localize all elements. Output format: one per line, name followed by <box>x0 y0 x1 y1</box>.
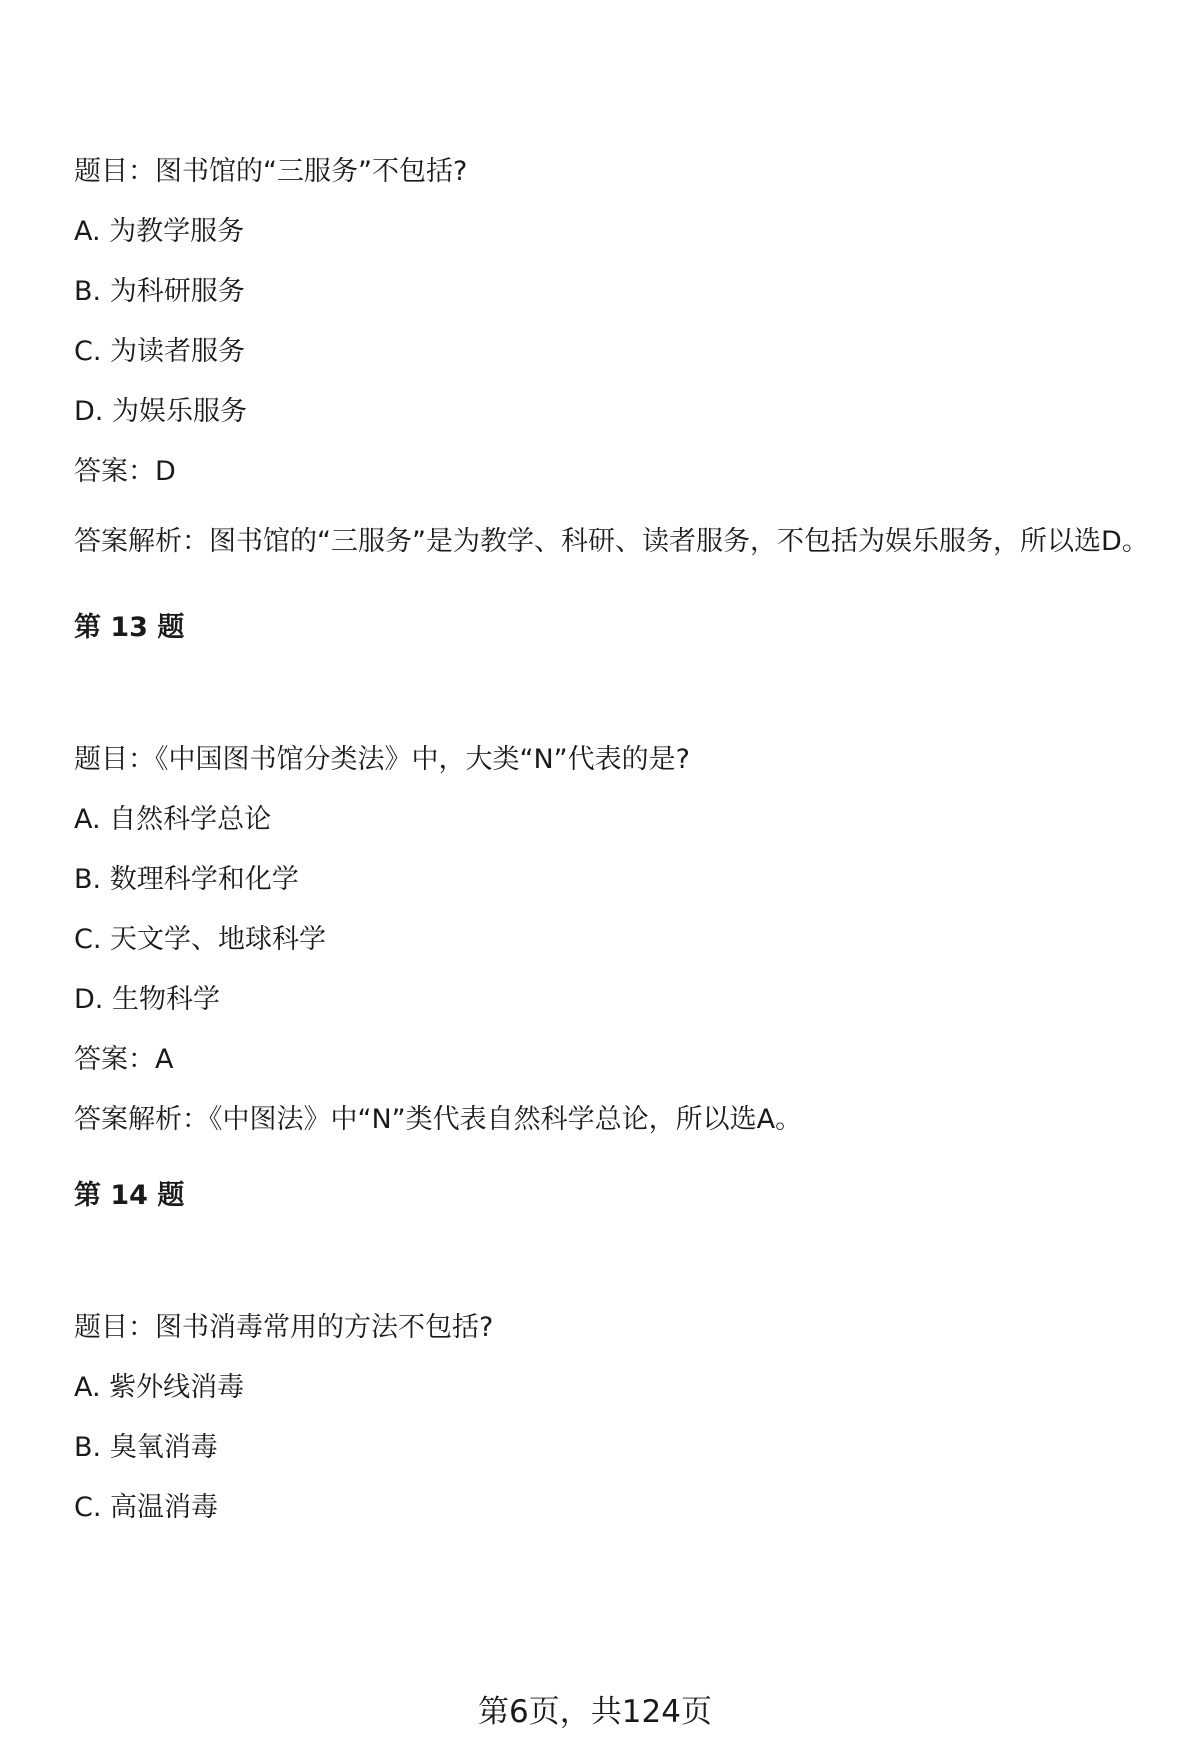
option-c: C. 天文学、地球科学 <box>74 924 327 955</box>
question-number-13: 第 13 题 <box>74 612 185 643</box>
question-stem: 题目：《中国图书馆分类法》中，大类“N”代表的是? <box>74 744 691 775</box>
question-12 <box>74 152 1154 572</box>
option-c: C. 高温消毒 <box>74 1492 219 1523</box>
question-stem: 题目：图书消毒常用的方法不包括? <box>74 1312 494 1343</box>
page-content <box>74 152 1154 1548</box>
spacer <box>74 572 1154 608</box>
answer-analysis: 答案解析：图书馆的“三服务”是为教学、科研、读者服务，不包括为娱乐服务，所以选D。 <box>74 526 1149 557</box>
question-14 <box>74 1308 1154 1528</box>
question-13 <box>74 740 1154 1140</box>
page-footer: 第6页，共124页 <box>478 1694 712 1730</box>
spacer <box>74 1160 1154 1176</box>
question-stem: 题目：图书馆的“三服务”不包括? <box>74 156 468 187</box>
option-b: B. 数理科学和化学 <box>74 864 299 895</box>
option-b: B. 臭氧消毒 <box>74 1432 218 1463</box>
question-number-14: 第 14 题 <box>74 1180 185 1211</box>
spacer <box>74 648 1154 740</box>
answer-analysis: 答案解析：《中图法》中“N”类代表自然科学总论，所以选A。 <box>74 1104 803 1135</box>
option-a: A. 自然科学总论 <box>74 804 272 835</box>
option-d: D. 生物科学 <box>74 984 220 1015</box>
answer: 答案：A <box>74 1044 174 1075</box>
spacer <box>74 1216 1154 1308</box>
option-a: A. 紫外线消毒 <box>74 1372 245 1403</box>
option-a: A. 为教学服务 <box>74 216 245 247</box>
option-b: B. 为科研服务 <box>74 276 245 307</box>
option-c: C. 为读者服务 <box>74 336 246 367</box>
answer: 答案：D <box>74 456 176 487</box>
option-d: D. 为娱乐服务 <box>74 396 247 427</box>
